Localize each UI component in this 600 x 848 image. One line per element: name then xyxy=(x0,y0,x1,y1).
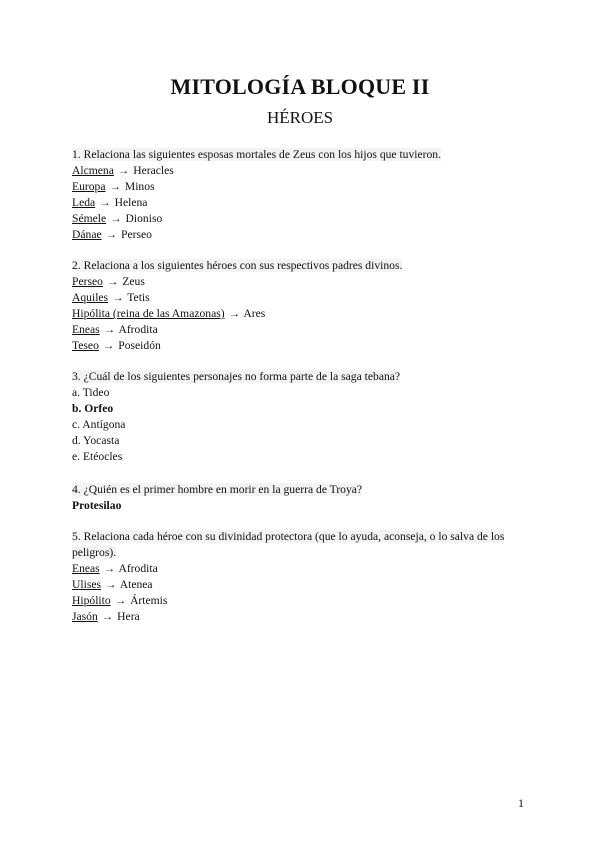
arrow-icon: → xyxy=(109,180,121,193)
pair-right: Dioniso xyxy=(125,212,163,225)
question-2 xyxy=(72,258,532,354)
document-title: MITOLOGÍA BLOQUE II xyxy=(170,74,430,99)
pair-left: Teseo xyxy=(72,339,99,352)
question-1-prompt: 1. Relaciona las siguientes esposas mortales de Zeus con los hijos que tuvieron. xyxy=(72,148,441,161)
question-5-prompt: 5. Relaciona cada héroe con su divinidad protectora (que lo ayuda, aconseja, o lo salva de los peligros). xyxy=(72,530,505,559)
option-correct: b. Orfeo xyxy=(72,402,114,415)
arrow-icon: → xyxy=(103,562,116,575)
pair-left: Perseo xyxy=(72,275,103,288)
pair-left: Dánae xyxy=(72,228,102,241)
option: a. Tideo xyxy=(72,386,110,399)
pair-right: Ártemis xyxy=(130,594,168,607)
arrow-icon: → xyxy=(102,339,115,352)
question-4-answer: Protesilao xyxy=(72,499,122,512)
option: e. Etéocles xyxy=(72,450,123,463)
pair-right: Perseo xyxy=(121,228,152,241)
pair-left: Europa xyxy=(72,180,106,193)
pair-left: Leda xyxy=(72,196,96,209)
arrow-icon: → xyxy=(104,578,117,591)
q1-pair xyxy=(72,195,532,211)
arrow-icon: → xyxy=(117,164,130,177)
q2-pair xyxy=(72,338,532,354)
q1-pair xyxy=(72,179,532,195)
pair-right: Helena xyxy=(114,196,148,209)
q2-pair xyxy=(72,274,532,290)
pair-left: Eneas xyxy=(72,323,100,336)
pair-right: Afrodita xyxy=(118,323,158,336)
pair-right: Heracles xyxy=(133,164,174,177)
arrow-icon: → xyxy=(106,275,119,288)
arrow-icon: → xyxy=(228,307,241,320)
pair-right: Afrodita xyxy=(118,562,158,575)
q5-pair xyxy=(72,593,532,609)
pair-left: Sémele xyxy=(72,212,107,225)
q2-pair xyxy=(72,290,532,306)
pair-left: Eneas xyxy=(72,562,100,575)
pair-right: Poseidón xyxy=(118,339,161,352)
arrow-icon: → xyxy=(114,594,127,607)
pair-left: Jasón xyxy=(72,610,98,623)
pair-left: Aquiles xyxy=(72,291,109,304)
document-subtitle: HÉROES xyxy=(266,108,334,127)
pair-right: Tetis xyxy=(127,291,150,304)
q2-pair xyxy=(72,322,532,338)
question-2-prompt: 2. Relaciona a los siguientes héroes con sus respectivos padres divinos. xyxy=(72,259,403,272)
arrow-icon: → xyxy=(111,291,124,304)
question-4-prompt: 4. ¿Quién es el primer hombre en morir en la guerra de Troya? xyxy=(72,483,363,496)
pair-left: Hipólita (reina de las Amazonas) xyxy=(72,307,225,320)
arrow-icon: → xyxy=(103,323,116,336)
question-5 xyxy=(72,529,532,625)
option: c. Antígona xyxy=(72,418,126,431)
pair-right: Atenea xyxy=(119,578,153,591)
q5-pair xyxy=(72,609,532,625)
arrow-icon: → xyxy=(101,610,114,623)
q1-pair xyxy=(72,163,532,179)
arrow-icon: → xyxy=(105,228,118,241)
option: d. Yocasta xyxy=(72,434,120,447)
question-4 xyxy=(72,482,532,514)
pair-right: Hera xyxy=(117,610,140,623)
q5-pair xyxy=(72,577,532,593)
pair-right: Ares xyxy=(243,307,266,320)
pair-left: Hipólito xyxy=(72,594,111,607)
page-number: 1 xyxy=(518,796,524,810)
q2-pair xyxy=(72,306,532,322)
pair-left: Ulises xyxy=(72,578,101,591)
pair-right: Minos xyxy=(124,180,155,193)
question-3-prompt: 3. ¿Cuál de los siguientes personajes no forma parte de la saga tebana? xyxy=(72,370,401,383)
question-3 xyxy=(72,369,532,465)
q1-pair xyxy=(72,227,532,243)
question-1 xyxy=(72,147,532,243)
arrow-icon: → xyxy=(99,196,111,209)
pair-left: Alcmena xyxy=(72,164,114,177)
arrow-icon: → xyxy=(110,212,122,225)
q1-pair xyxy=(72,211,532,227)
q5-pair xyxy=(72,561,532,577)
pair-right: Zeus xyxy=(122,275,145,288)
